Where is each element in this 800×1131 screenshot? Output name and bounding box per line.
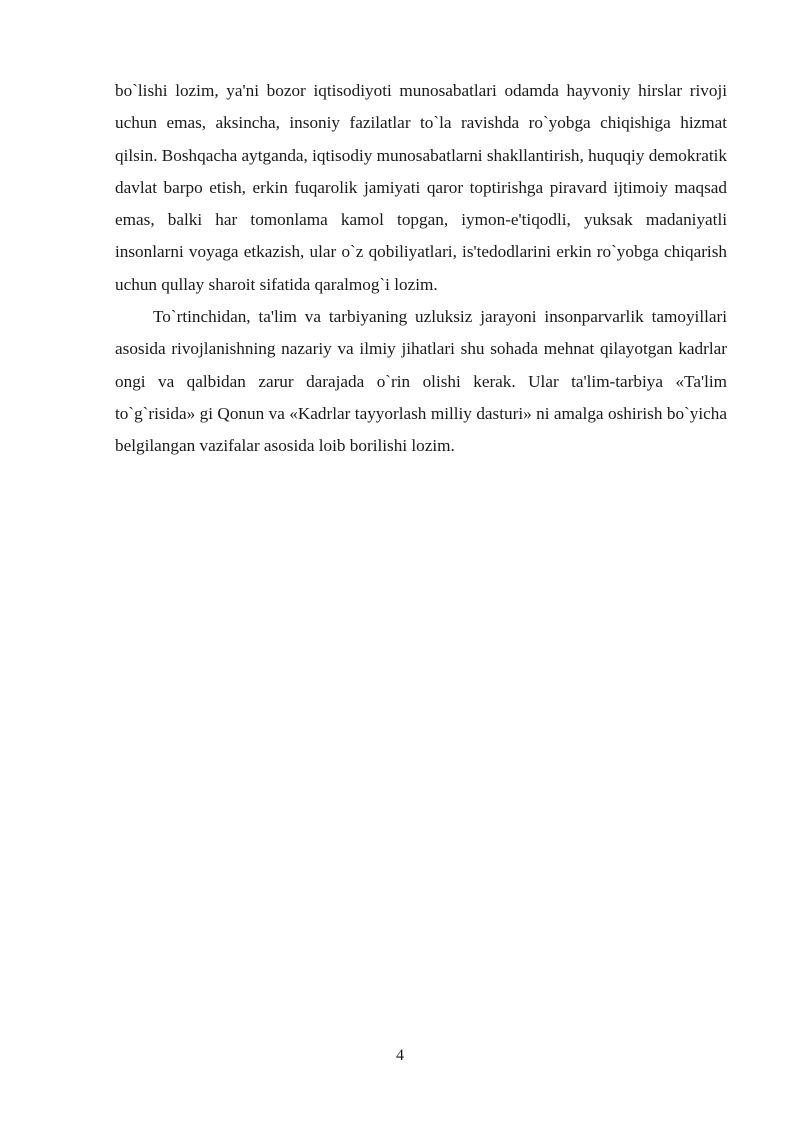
paragraph-fourth-point: To`rtinchidan, ta'lim va tarbiyaning uzluksiz jarayoni insonparvarlik tamoyillari asosida rivojlanishning nazariy va ilmiy jihatlari shu sohada mehnat qilayotgan kadrlar ongi va qalbidan zarur darajada o`rin olishi kerak. Ular ta'lim-tarbiya «Ta'lim to`g`risida» gi Qonun va «Kadrlar tayyorlash milliy dasturi» ni amalga oshirish bo`yicha belgilangan vazifalar asosida loib borilishi lozim. (115, 307, 727, 456)
page-number: 4 (396, 1047, 404, 1064)
paragraph-continuation: bo`lishi lozim, ya'ni bozor iqtisodiyoti munosabatlari odamda hayvoniy hirslar rivoji uchun emas, aksincha, insoniy fazilatlar to`la ravishda ro`yobga chiqishiga hizmat qilsin. Boshqacha aytganda, iqtisodiy munosabatlarni shakllantirish, huquqiy demokratik davlat barpo etish, erkin fuqarolik jamiyati qaror toptirishga piravard ijtimoiy maqsad emas, balki har tomonlama kamol topgan, iymon-e'tiqodli, yuksak madaniyatli insonlarni voyaga etkazish, ular o`z qobiliyatlari, is'tedodlarini erkin ro`yobga chiqarish uchun qullay sharoit sifatida qaralmog`i lozim. (115, 81, 727, 294)
page-body (115, 75, 727, 463)
